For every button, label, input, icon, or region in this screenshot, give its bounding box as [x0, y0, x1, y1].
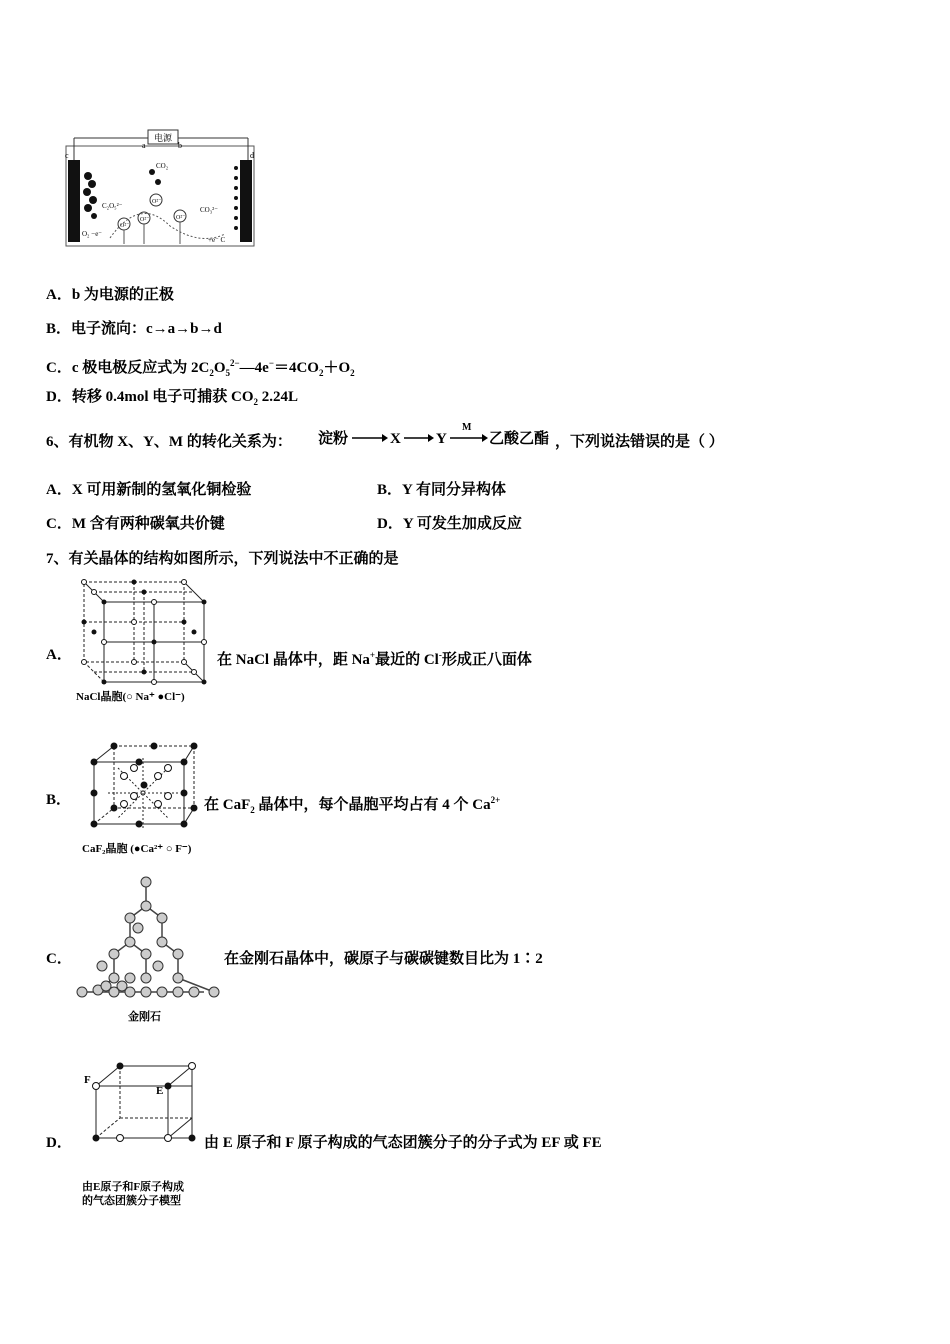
q6-option-d: D．Y 可发生加成反应 [377, 516, 522, 532]
svg-text:O²⁻: O²⁻ [140, 217, 150, 223]
cluster-caption-1: 由E原子和F原子构成 [82, 1181, 185, 1193]
electrode-c [68, 160, 80, 242]
caf2-unit-cell [78, 738, 212, 860]
svg-text:O²⁻: O²⁻ [120, 223, 130, 229]
svg-text:CO₂: CO₂ [156, 162, 169, 170]
svg-text:C₂O₅²⁻: C₂O₅²⁻ [102, 202, 123, 210]
q7-option-a-key: A． [46, 647, 72, 663]
atom-f-label: F [84, 1074, 91, 1086]
q5-option-b: B．电子流向：c→a→b→d [46, 321, 222, 337]
svg-text:O₂ −e⁻: O₂ −e⁻ [82, 230, 102, 238]
svg-text:Y: Y [436, 431, 447, 447]
q6-stem: 6、有机物 X、Y、M 的转化关系为： [46, 434, 292, 450]
q7-option-d-text: 由 E 原子和 F 原子构成的气态团簇分子的分子式为 EF 或 FE [204, 1135, 602, 1151]
q7-option-b-key: B． [46, 792, 72, 808]
q6-option-a: A．X 可用新制的氢氧化铜检验 [46, 482, 252, 498]
diamond-caption: 金刚石 [128, 1011, 161, 1023]
q6-stem-end: ，下列说法错误的是（ ） [555, 434, 724, 450]
cluster-caption-2: 的气态团簇分子模型 [82, 1195, 181, 1207]
q5-option-a: A．b 为电源的正极 [46, 287, 174, 303]
q6-option-b: B．Y 有同分异构体 [377, 482, 507, 498]
svg-text:+e⁻ C: +e⁻ C [208, 236, 226, 244]
nacl-caption: NaCl晶胞(○ Na⁺ ●Cl⁻) [76, 691, 185, 703]
q7-option-d-key: D． [46, 1135, 72, 1151]
svg-text:淀粉: 淀粉 [318, 431, 349, 447]
svg-text:O²⁻: O²⁻ [176, 215, 186, 221]
electrolysis-diagram [60, 126, 260, 250]
svg-text:X: X [390, 431, 401, 447]
svg-text:M: M [462, 422, 472, 433]
caf2-caption: CaF₂晶胞 (●Ca²⁺ ○ F⁻) [82, 843, 192, 855]
electrode-d [240, 160, 252, 242]
svg-text:a: a [142, 141, 146, 150]
svg-text:O²⁻: O²⁻ [152, 199, 162, 205]
svg-text:CO₃²⁻: CO₃²⁻ [200, 206, 218, 214]
q7-option-b-text: 在 CaF$_2$ 晶体中，每个晶胞平均占有 4 个 $Ca^{2+}$ [204, 795, 501, 815]
svg-text:乙酸乙酯: 乙酸乙酯 [489, 431, 550, 447]
diamond-structure [74, 874, 224, 1026]
q5-option-c: C．c 极电极反应式为 $2C_2O_5^{2-}—4e^-=4CO_2+O_2$ [46, 358, 355, 378]
reaction-scheme [318, 419, 558, 453]
cluster-molecule-model [78, 1058, 208, 1210]
svg-text:c: c [65, 151, 69, 160]
q6-option-c: C．M 含有两种碳氧共价键 [46, 516, 225, 532]
q7-option-c-key: C． [46, 951, 72, 967]
power-source-label: 电源 [153, 133, 173, 143]
q5-option-d: D．转移 0.4mol 电子可捕获 $CO_2$ 2.24L [46, 389, 299, 407]
atom-e-label: E [156, 1085, 164, 1097]
q7-option-c-text: 在金刚石晶体中，碳原子与碳碳键数目比为 1∶2 [224, 951, 543, 967]
svg-text:b: b [178, 141, 182, 150]
svg-text:d: d [250, 151, 254, 160]
nacl-unit-cell [72, 578, 212, 708]
q7-option-a-text: 在 NaCl 晶体中，距 Na+最近的 Cl-形成正八面体 [217, 650, 532, 668]
q7-stem: 7、有关晶体的结构如图所示，下列说法中不正确的是 [46, 551, 399, 567]
